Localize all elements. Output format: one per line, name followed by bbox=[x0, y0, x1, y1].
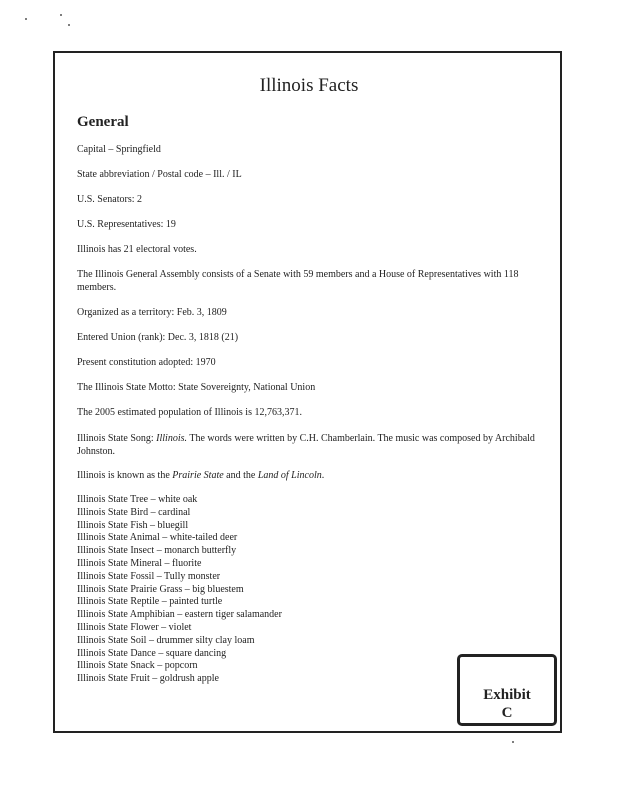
exhibit-stamp bbox=[457, 654, 557, 726]
emblem-soil: Illinois State Soil – drummer silty clay loam bbox=[77, 634, 255, 646]
fact-capital: Capital – Springfield bbox=[77, 144, 161, 155]
fact-senators: U.S. Senators: 2 bbox=[77, 194, 142, 205]
nickname-middle: and the bbox=[223, 470, 258, 481]
emblem-animal: Illinois State Animal – white-tailed deer bbox=[77, 532, 238, 544]
scan-speck bbox=[25, 18, 27, 20]
emblem-mineral: Illinois State Mineral – fluorite bbox=[77, 557, 202, 569]
fact-population: The 2005 estimated population of Illinois is 12,763,371. bbox=[77, 407, 302, 418]
scan-speck bbox=[512, 741, 514, 743]
nickname-prairie-state: Prairie State bbox=[172, 470, 224, 481]
emblem-snack: Illinois State Snack – popcorn bbox=[77, 660, 198, 672]
emblem-bird: Illinois State Bird – cardinal bbox=[77, 506, 191, 518]
state-emblems-list bbox=[77, 494, 477, 686]
emblem-insect: Illinois State Insect – monarch butterfly bbox=[77, 545, 237, 557]
page-title: Illinois Facts bbox=[259, 75, 359, 96]
fact-nickname bbox=[77, 469, 552, 482]
fact-general-assembly: The Illinois General Assembly consists of a Senate with 59 members and a House of Representatives with 118 members. bbox=[77, 269, 519, 293]
exhibit-label: Exhibit bbox=[483, 687, 531, 703]
song-title: Illinois. bbox=[156, 433, 188, 444]
emblem-flower: Illinois State Flower – violet bbox=[77, 621, 192, 633]
emblem-fish: Illinois State Fish – bluegill bbox=[77, 519, 189, 531]
fact-abbreviation: State abbreviation / Postal code – Ill. / IL bbox=[77, 169, 242, 180]
scan-speck bbox=[68, 24, 70, 26]
nickname-prefix: Illinois is known as the bbox=[77, 470, 173, 481]
fact-motto: The Illinois State Motto: State Sovereignty, National Union bbox=[77, 382, 316, 393]
emblem-prairie-grass: Illinois State Prairie Grass – big bluestem bbox=[77, 583, 244, 595]
emblem-reptile: Illinois State Reptile – painted turtle bbox=[77, 596, 223, 608]
nickname-land-of-lincoln: Land of Lincoln bbox=[257, 470, 322, 481]
fact-constitution: Present constitution adopted: 1970 bbox=[77, 357, 216, 368]
emblem-fruit: Illinois State Fruit – goldrush apple bbox=[77, 673, 219, 685]
fact-state-song bbox=[77, 432, 552, 458]
emblem-fossil: Illinois State Fossil – Tully monster bbox=[77, 570, 221, 582]
exhibit-letter: C bbox=[501, 705, 513, 721]
emblem-tree: Illinois State Tree – white oak bbox=[77, 494, 198, 505]
fact-entered-union: Entered Union (rank): Dec. 3, 1818 (21) bbox=[77, 332, 239, 343]
song-prefix: Illinois State Song: bbox=[77, 433, 157, 444]
emblem-amphibian: Illinois State Amphibian – eastern tiger salamander bbox=[77, 609, 282, 621]
song-suffix: The words were written by C.H. Chamberlain. The music was composed by Archibald Johnston. bbox=[77, 433, 535, 457]
section-heading: General bbox=[77, 114, 129, 130]
fact-territory: Organized as a territory: Feb. 3, 1809 bbox=[77, 307, 227, 318]
fact-representatives: U.S. Representatives: 19 bbox=[77, 219, 176, 230]
emblem-dance: Illinois State Dance – square dancing bbox=[77, 647, 227, 659]
scan-speck bbox=[60, 14, 62, 16]
fact-electoral-votes: Illinois has 21 electoral votes. bbox=[77, 244, 197, 255]
nickname-suffix: . bbox=[321, 470, 325, 481]
